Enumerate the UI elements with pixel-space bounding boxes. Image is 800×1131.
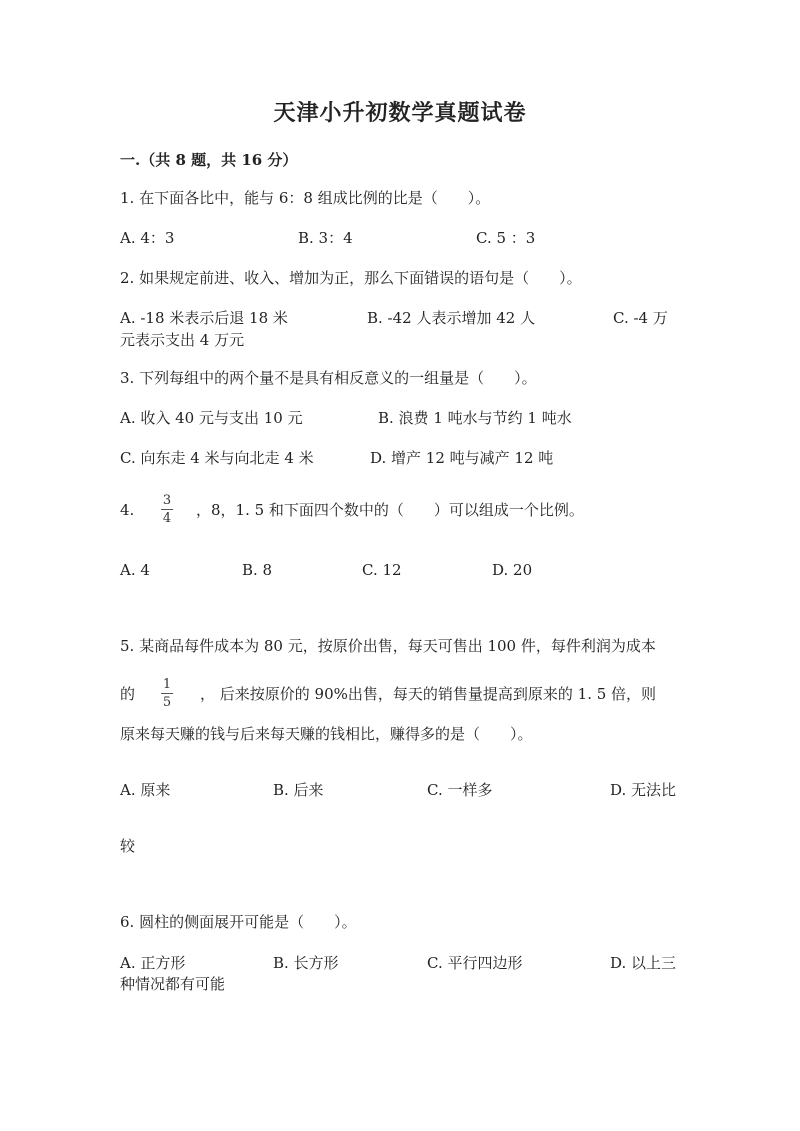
question-5-fraction bbox=[160, 678, 174, 710]
question-1-option-c: C. 5 ：3 bbox=[476, 229, 536, 247]
question-4-stem: ，8，1. 5 和下面四个数中的（ ）可以组成一个比例。 bbox=[196, 501, 584, 519]
question-5-stem-line-3: 原来每天赚的钱与后来每天赚的钱相比，赚得多的是（ ）。 bbox=[120, 725, 533, 743]
fraction-bar bbox=[161, 509, 173, 510]
question-1-option-a: A. 4：3 bbox=[120, 229, 175, 247]
question-6-option-a: A. 正方形 bbox=[120, 954, 186, 972]
question-2-option-b: B. -42 人表示增加 42 人 bbox=[367, 309, 536, 327]
question-4-option-c: C. 12 bbox=[362, 561, 402, 579]
fraction-bar bbox=[161, 693, 173, 694]
question-5-option-d: D. 无法比 bbox=[610, 781, 677, 799]
question-3-stem: 3. 下列每组中的两个量不是具有相反意义的一组量是（ ）。 bbox=[120, 369, 537, 387]
question-3-option-c: C. 向东走 4 米与向北走 4 米 bbox=[120, 449, 314, 467]
question-5-stem-line-2: ， 后来按原价的 90%出售，每天的销售量提高到原来的 1. 5 倍，则 bbox=[200, 685, 657, 703]
question-3-option-a: A. 收入 40 元与支出 10 元 bbox=[120, 409, 303, 427]
section-heading: 一.（共 8 题，共 16 分） bbox=[120, 151, 298, 169]
question-6-option-d: D. 以上三 bbox=[610, 954, 677, 972]
question-5-stem-line-2-prefix: 的 bbox=[120, 685, 136, 703]
question-4-option-b: B. 8 bbox=[242, 561, 273, 579]
question-2-stem: 2. 如果规定前进、收入、增加为正，那么下面错误的语句是（ ）。 bbox=[120, 269, 582, 287]
fraction-numerator: 3 bbox=[162, 493, 172, 508]
question-6-stem: 6. 圆柱的侧面展开可能是（ ）。 bbox=[120, 913, 357, 931]
question-2-option-c: C. -4 万 bbox=[613, 309, 668, 327]
page-title: 天津小升初数学真题试卷 bbox=[273, 100, 527, 126]
fraction-numerator: 1 bbox=[162, 677, 172, 692]
question-6-option-c: C. 平行四边形 bbox=[427, 954, 523, 972]
question-4-option-d: D. 20 bbox=[492, 561, 533, 579]
question-1-option-b: B. 3：4 bbox=[298, 229, 353, 247]
question-4-option-a: A. 4 bbox=[120, 561, 150, 579]
question-5-option-c: C. 一样多 bbox=[427, 781, 493, 799]
question-4-fraction bbox=[160, 494, 174, 526]
question-3-option-b: B. 浪费 1 吨水与节约 1 吨水 bbox=[378, 409, 572, 427]
question-5-option-d-continued: 较 bbox=[120, 837, 136, 855]
fraction-denominator: 4 bbox=[162, 511, 172, 526]
question-6-option-b: B. 长方形 bbox=[273, 954, 339, 972]
fraction-denominator: 5 bbox=[162, 695, 172, 710]
question-6-option-d-continued: 种情况都有可能 bbox=[120, 975, 226, 993]
question-4-number: 4. bbox=[120, 501, 135, 519]
question-5-stem-line-1: 5. 某商品每件成本为 80 元，按原价出售，每天可售出 100 件，每件利润为成本 bbox=[120, 637, 656, 655]
question-3-option-d: D. 增产 12 吨与减产 12 吨 bbox=[370, 449, 554, 467]
question-2-option-c-continued: 元表示支出 4 万元 bbox=[120, 331, 245, 349]
question-2-option-a: A. -18 米表示后退 18 米 bbox=[120, 309, 288, 327]
question-5-option-b: B. 后来 bbox=[273, 781, 324, 799]
question-1-stem: 1. 在下面各比中，能与 6：8 组成比例的比是（ ）。 bbox=[120, 189, 491, 207]
question-5-option-a: A. 原来 bbox=[120, 781, 171, 799]
